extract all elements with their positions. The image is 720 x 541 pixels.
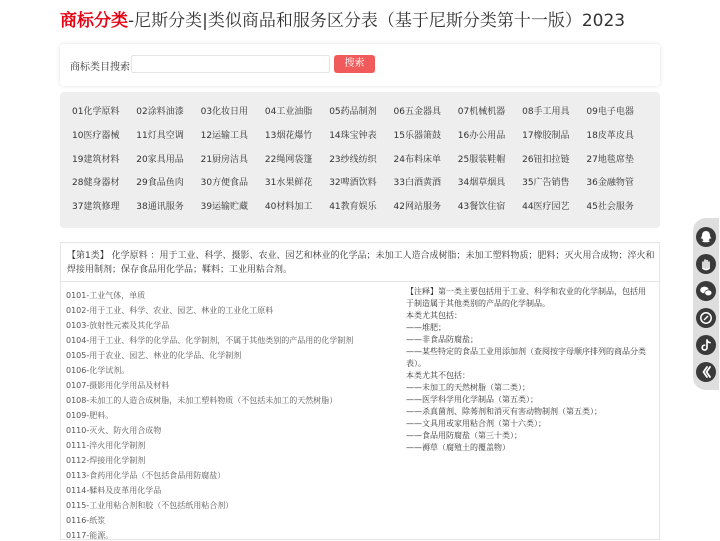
category-link[interactable]: 16办公用品 xyxy=(457,130,506,141)
category-link[interactable]: 37建筑修理 xyxy=(72,202,120,213)
search-label: 商标类目搜索 xyxy=(70,62,130,73)
link-icon[interactable] xyxy=(696,308,716,328)
subgroup-item[interactable]: 0105-用于农业、园艺、林业的化学品、化学制剂 xyxy=(66,351,242,360)
category-link[interactable]: 05药品制剂 xyxy=(329,107,377,117)
category-link[interactable]: 25服装鞋帽 xyxy=(457,154,506,165)
kuaishou-icon[interactable] xyxy=(696,362,716,382)
note-line: ——堆肥； xyxy=(406,323,446,332)
category-link[interactable]: 33白酒黄酒 xyxy=(393,178,441,189)
subgroup-item[interactable]: 0109-肥料。 xyxy=(66,411,114,420)
category-link[interactable]: 01化学原料 xyxy=(72,107,120,117)
category-link[interactable]: 30方便食品 xyxy=(200,178,249,189)
category-link[interactable]: 09电子电器 xyxy=(586,107,634,117)
category-link[interactable]: 03化妆日用 xyxy=(200,107,249,117)
category-link[interactable]: 22绳网袋篷 xyxy=(264,154,313,165)
category-link[interactable]: 19建筑材料 xyxy=(72,154,120,165)
category-link[interactable]: 43餐饮住宿 xyxy=(457,202,506,213)
qq-icon[interactable] xyxy=(696,227,716,247)
subgroup-item[interactable]: 0102-用于工业、科学、农业、园艺、林业的工业化工原料 xyxy=(66,306,274,315)
category-link[interactable]: 18皮革皮具 xyxy=(586,130,634,141)
subgroup-item[interactable]: 0106-化学试剂。 xyxy=(66,366,130,375)
category-link[interactable]: 17橡胶制品 xyxy=(522,130,570,141)
note-line: 本类尤其不包括： xyxy=(406,371,470,380)
subgroup-item[interactable]: 0113-食药用化学品（不包括食品用防腐盐） xyxy=(66,471,226,480)
category-link[interactable]: 28健身器材 xyxy=(72,178,120,189)
subgroup-item[interactable]: 0101-工业气体，单质 xyxy=(66,291,146,300)
category-link[interactable]: 06五金器具 xyxy=(393,107,441,117)
category-link[interactable]: 13烟花爆竹 xyxy=(264,130,313,141)
note-line: ——褥草（腐殖土的覆盖物） xyxy=(406,443,510,452)
category-grid xyxy=(60,92,660,228)
subgroup-item[interactable]: 0116-纸浆 xyxy=(66,516,106,525)
category-link[interactable]: 41教育娱乐 xyxy=(329,202,377,213)
search-button[interactable]: 搜索 xyxy=(334,55,375,73)
category-link[interactable]: 26钮扣拉链 xyxy=(522,154,570,165)
subgroup-item[interactable]: 0111-淬火用化学制剂 xyxy=(66,441,146,450)
page-title xyxy=(60,8,660,34)
subgroup-item[interactable]: 0108-未加工的人造合成树脂，未加工塑料物质（不包括未加工的天然树脂） xyxy=(66,396,338,405)
subgroup-item[interactable]: 0114-鞣料及皮革用化学品 xyxy=(66,486,162,495)
subgroup-item[interactable]: 0103-放射性元素及其化学品 xyxy=(66,321,170,330)
category-link[interactable]: 32啤酒饮料 xyxy=(329,178,377,189)
category-link[interactable]: 07机械机器 xyxy=(457,107,506,117)
category-link[interactable]: 27地毯席垫 xyxy=(586,154,634,165)
note-line: 【注释】第一类主要包括用于工业、科学和农业的化学制品，包括用于制造属于其他类别的产品的化学制品。 xyxy=(406,287,646,308)
note-line: ——非食品防腐盐； xyxy=(406,335,478,344)
note-line: 本类尤其包括： xyxy=(406,311,462,320)
category-link[interactable]: 40材料加工 xyxy=(264,202,313,213)
class-description-box xyxy=(60,242,660,282)
category-link[interactable]: 20家具用品 xyxy=(136,154,184,165)
hand-icon[interactable] xyxy=(696,254,716,274)
subgroup-item[interactable]: 0110-灭火、防火用合成物 xyxy=(66,426,162,435)
subgroup-item[interactable]: 0107-摄影用化学用品及材料 xyxy=(66,381,170,390)
floating-sidebar xyxy=(693,218,719,390)
category-link[interactable]: 12运输工具 xyxy=(200,130,249,141)
category-link[interactable]: 02涂料油漆 xyxy=(136,107,184,117)
category-link[interactable]: 42网站服务 xyxy=(393,202,441,213)
subgroup-panel xyxy=(60,282,660,540)
subgroup-item[interactable]: 0115-工业用粘合剂和胶（不包括纸用粘合剂） xyxy=(66,501,234,510)
note-line: ——文具用或家用粘合剂（第十六类）； xyxy=(406,419,546,428)
note-line: ——未加工的天然树脂（第二类）； xyxy=(406,383,530,392)
subgroup-item[interactable]: 0117-能源。 xyxy=(66,531,114,540)
category-link[interactable]: 23纱线纺织 xyxy=(329,154,377,165)
category-link[interactable]: 14珠宝钟表 xyxy=(329,130,377,141)
search-input[interactable] xyxy=(131,55,330,73)
class-note xyxy=(406,286,651,454)
category-link[interactable]: 29食品鱼肉 xyxy=(136,178,184,189)
class-description: 【第1类】 化学原料 ：用于工业、科学、摄影、农业、园艺和林业的化学品；未加工人造合成树脂；未加工塑料物质；肥料；灭火用合成物；淬火和焊接用制剂；保存食品用化学品；鞣料；工业用粘合剂。 xyxy=(67,251,655,275)
category-link[interactable]: 38通讯服务 xyxy=(136,202,184,213)
category-link[interactable]: 31水果鲜花 xyxy=(264,178,313,189)
brand-title[interactable]: 商标分类 xyxy=(60,11,128,31)
wechat-icon[interactable] xyxy=(696,281,716,301)
category-link[interactable]: 08手工用具 xyxy=(522,107,570,117)
category-link[interactable]: 44医疗园艺 xyxy=(522,202,570,213)
category-link[interactable]: 11灯具空调 xyxy=(136,130,184,141)
search-panel xyxy=(60,44,660,86)
note-line: ——某些特定的食品工业用添加剂（查阅按字母顺序排列的商品分类表）。 xyxy=(406,347,646,368)
note-line: ——食品用防腐盐（第三十类）； xyxy=(406,431,522,440)
category-link[interactable]: 15乐器箫鼓 xyxy=(393,130,441,141)
category-link[interactable]: 21厨房洁具 xyxy=(200,154,249,165)
category-link[interactable]: 10医疗器械 xyxy=(72,130,120,141)
category-link[interactable]: 35广告销售 xyxy=(522,178,570,189)
subgroup-item[interactable]: 0112-焊接用化学制剂 xyxy=(66,456,146,465)
category-link[interactable]: 24布料床单 xyxy=(393,154,441,165)
note-line: ——杀真菌剂、除莠剂和消灭有害动物制剂（第五类）； xyxy=(406,407,602,416)
tiktok-icon[interactable] xyxy=(696,335,716,355)
category-link[interactable]: 45社会服务 xyxy=(586,202,634,213)
category-link[interactable]: 36金融物管 xyxy=(586,178,634,189)
category-link[interactable]: 04工业油脂 xyxy=(264,107,313,117)
category-link[interactable]: 34烟草烟具 xyxy=(457,178,506,189)
subgroup-item[interactable]: 0104-用于工业、科学的化学品、化学制剂，不属于其他类别的产品用的化学制剂 xyxy=(66,336,354,345)
title-text: -尼斯分类|类似商品和服务区分表（基于尼斯分类第十一版）2023 xyxy=(128,11,626,31)
note-line: ——医学科学用化学制品（第五类）； xyxy=(406,395,538,404)
category-link[interactable]: 39运输贮藏 xyxy=(200,202,249,213)
